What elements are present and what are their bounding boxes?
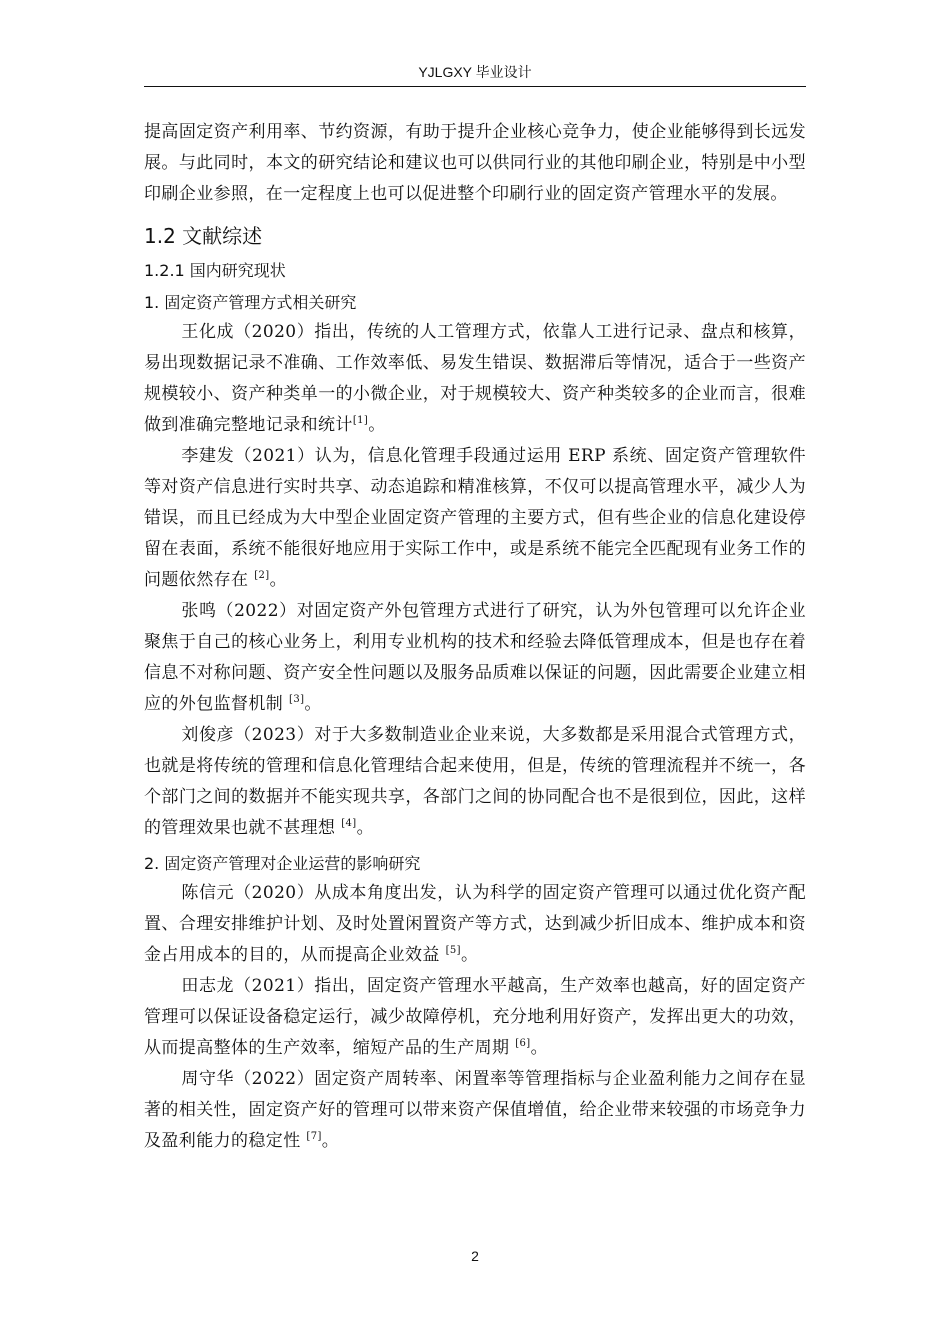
citation-ref: [4]	[341, 818, 357, 829]
topic1-paragraph-3: 张鸣（2022）对固定资产外包管理方式进行了研究，认为外包管理可以允许企业聚焦于自己的核心业务上，利用专业机构的技术和经验去降低管理成本，但是也存在着信息不对称问题、资产安全性问题以及服务品质难以保证的问题，因此需要企业建立相应的外包监督机制 [3]。	[144, 601, 806, 714]
header-rule	[144, 86, 806, 87]
topic1-paragraph-2: 李建发（2021）认为，信息化管理手段通过运用 ERP 系统、固定资产管理软件等对资产信息进行实时共享、动态追踪和精准核算，不仅可以提高管理水平，减少人为错误，而且已经成为大中型企业固定资产管理的主要方式，但有些企业的信息化建设停留在表面，系统不能很好地应用于实际工作中，或是系统不能完全匹配现有业务工作的问题依然存在 [2]。	[144, 446, 806, 590]
citation-ref: [5]	[445, 945, 461, 956]
topic1-paragraph-1: 王化成（2020）指出，传统的人工管理方式，依靠人工进行记录、盘点和核算，易出现数据记录不准确、工作效率低、易发生错误、数据滞后等情况，适合于一些资产规模较小、资产种类单一的小微企业，对于规模较大、资产种类较多的企业而言，很难做到准确完整地记录和统计[1]。	[144, 322, 806, 435]
citation-ref: [3]	[289, 694, 305, 705]
section-heading: 1.2 文献综述	[144, 224, 263, 248]
page-number: 2	[471, 1248, 479, 1264]
citation-ref: [7]	[306, 1131, 322, 1142]
topic1-heading: 1. 固定资产管理方式相关研究	[144, 293, 357, 312]
topic1-paragraph-4: 刘俊彦（2023）对于大多数制造业企业来说，大多数都是采用混合式管理方式，也就是将传统的管理和信息化管理结合起来使用，但是，传统的管理流程并不统一，各个部门之间的数据并不能实现共享，各部门之间的协同配合也不是很到位，因此，这样的管理效果也就不甚理想 [4]。	[144, 725, 806, 838]
subsection-heading: 1.2.1 国内研究现状	[144, 261, 286, 280]
topic2-heading: 2. 固定资产管理对企业运营的影响研究	[144, 854, 421, 873]
intro-paragraph: 提高固定资产利用率、节约资源，有助于提升企业核心竞争力，使企业能够得到长远发展。与此同时，本文的研究结论和建议也可以供同行业的其他印刷企业，特别是中小型印刷企业参照，在一定程度上也可以促进整个印刷行业的固定资产管理水平的发展。	[144, 122, 806, 204]
page-header: YJLGXY 毕业设计	[418, 64, 532, 80]
citation-ref: [6]	[515, 1038, 531, 1049]
body-text	[144, 117, 806, 1157]
topic2-paragraph-1: 陈信元（2020）从成本角度出发，认为科学的固定资产管理可以通过优化资产配置、合理安排维护计划、及时处置闲置资产等方式，达到减少折旧成本、维护成本和资金占用成本的目的，从而提高企业效益 [5]。	[144, 883, 806, 965]
topic2-paragraph-3: 周守华（2022）固定资产周转率、闲置率等管理指标与企业盈利能力之间存在显著的相关性，固定资产好的管理可以带来资产保值增值，给企业带来较强的市场竞争力及盈利能力的稳定性 [7]。	[144, 1069, 806, 1151]
citation-ref: [2]	[254, 570, 270, 581]
topic2-paragraph-2: 田志龙（2021）指出，固定资产管理水平越高，生产效率也越高，好的固定资产管理可以保证设备稳定运行，减少故障停机，充分地利用好资产，发挥出更大的功效，从而提高整体的生产效率，缩短产品的生产周期 [6]。	[144, 976, 806, 1058]
citation-ref: [1]	[352, 415, 369, 426]
